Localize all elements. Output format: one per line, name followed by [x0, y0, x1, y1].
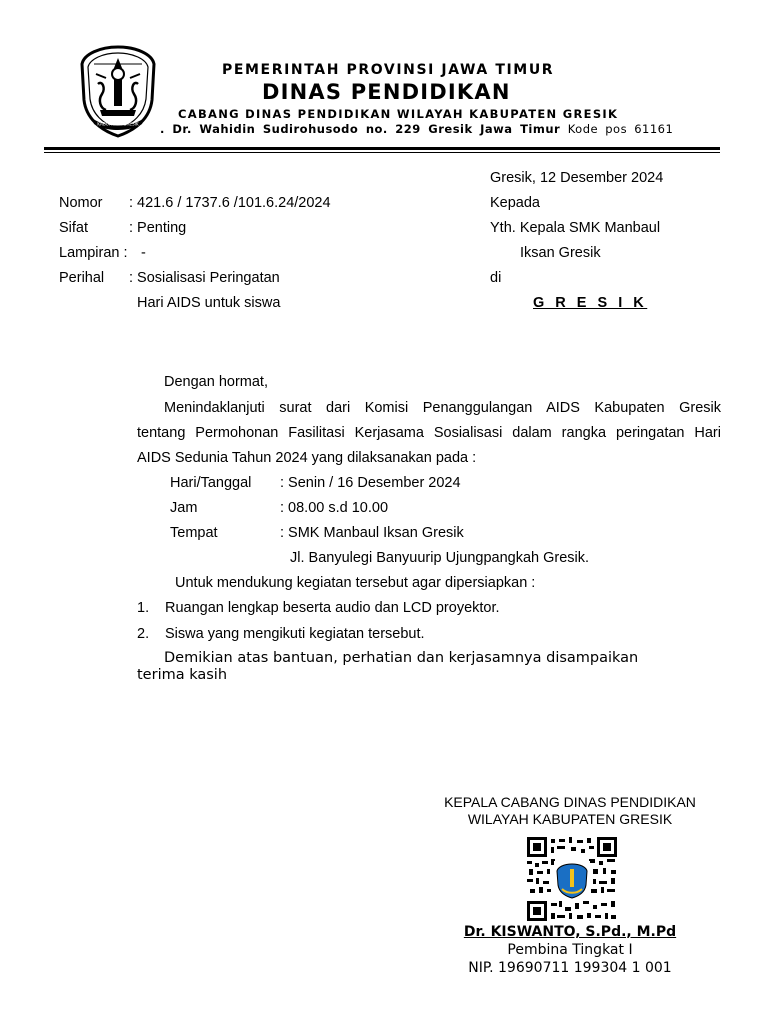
postal-code: Kode pos 61161	[567, 122, 674, 136]
greeting: Dengan hormat,	[164, 374, 268, 390]
header-rule-thick	[44, 147, 720, 150]
address-text: . Dr. Wahidin Sudirohusodo no. 229 Gresik Jawa Timur	[160, 122, 561, 136]
perihal-label: Perihal	[59, 270, 105, 286]
recipient-city: G R E S I K	[533, 295, 648, 311]
closing-line-1: Demikian atas bantuan, perhatian dan kerjasamnya disampaikan	[164, 650, 639, 666]
list-item: Ruangan lengkap beserta audio dan LCD proyektor.	[165, 600, 500, 616]
jam-value: : 08.00 s.d 10.00	[280, 500, 389, 516]
recipient-line2: Iksan Gresik	[520, 245, 601, 261]
sifat-value: : Penting	[129, 220, 187, 236]
signatory-nip: NIP. 19690711 199304 1 001	[468, 960, 672, 976]
list-item: Siswa yang mengikuti kegiatan tersebut.	[165, 626, 425, 642]
signatory-rank: Pembina Tingkat I	[507, 942, 633, 958]
header-rule-thin	[44, 152, 720, 153]
nomor-value: : 421.6 / 1737.6 /101.6.24/2024	[129, 195, 331, 211]
letterhead-agency: DINAS PENDIDIKAN	[262, 80, 511, 104]
hari-value: : Senin / 16 Desember 2024	[280, 475, 461, 491]
list-item-number: 1.	[137, 600, 150, 616]
tempat-value: : SMK Manbaul Iksan Gresik	[280, 525, 464, 541]
lampiran-value: -	[141, 245, 146, 261]
coat-of-arms-logo	[78, 44, 158, 140]
support-sentence: Untuk mendukung kegiatan tersebut agar dipersiapkan :	[175, 575, 536, 591]
logo-banner-text: KABUPATEN GRESIK	[97, 121, 139, 127]
qr-code-icon	[527, 837, 617, 921]
signature-title-2: WILAYAH KABUPATEN GRESIK	[467, 811, 673, 827]
paragraph-line-3: AIDS Sedunia Tahun 2024 yang dilaksanakan pada :	[137, 450, 477, 466]
letterhead-address	[160, 122, 673, 136]
lampiran-label: Lampiran :	[59, 245, 128, 261]
closing-paragraph	[137, 650, 677, 684]
tempat-address: Jl. Banyulegi Banyuurip Ujungpangkah Gresik.	[290, 550, 590, 566]
nomor-label: Nomor	[59, 195, 103, 211]
closing-line-2: terima kasih	[137, 667, 228, 683]
letterhead-government: PEMERINTAH PROVINSI JAWA TIMUR	[222, 62, 555, 78]
tempat-label: Tempat	[170, 525, 218, 541]
letter-date: Gresik, 12 Desember 2024	[490, 170, 664, 186]
recipient-line1: Yth. Kepala SMK Manbaul	[490, 220, 661, 236]
body-paragraph	[137, 396, 721, 471]
letterhead-branch: CABANG DINAS PENDIDIKAN WILAYAH KABUPATEN GRESIK	[178, 107, 619, 121]
sifat-label: Sifat	[59, 220, 89, 236]
perihal-value-2: Hari AIDS untuk siswa	[137, 295, 281, 311]
paragraph-line-2: tentang Permohonan Fasilitasi Kerjasama Sosialisasi dalam rangka peringatan Hari	[137, 425, 721, 441]
list-item-number: 2.	[137, 626, 150, 642]
paragraph-line-1: Menindaklanjuti surat dari Komisi Penanggulangan AIDS Kabupaten Gresik	[164, 400, 721, 416]
to-label: Kepada	[490, 195, 540, 211]
signatory-name: Dr. KISWANTO, S.Pd., M.Pd	[463, 924, 677, 940]
jam-label: Jam	[170, 500, 198, 516]
di-label: di	[490, 270, 502, 286]
perihal-value: : Sosialisasi Peringatan	[129, 270, 280, 286]
signature-title-1: KEPALA CABANG DINAS PENDIDIKAN	[444, 794, 696, 810]
hari-label: Hari/Tanggal	[170, 475, 252, 491]
